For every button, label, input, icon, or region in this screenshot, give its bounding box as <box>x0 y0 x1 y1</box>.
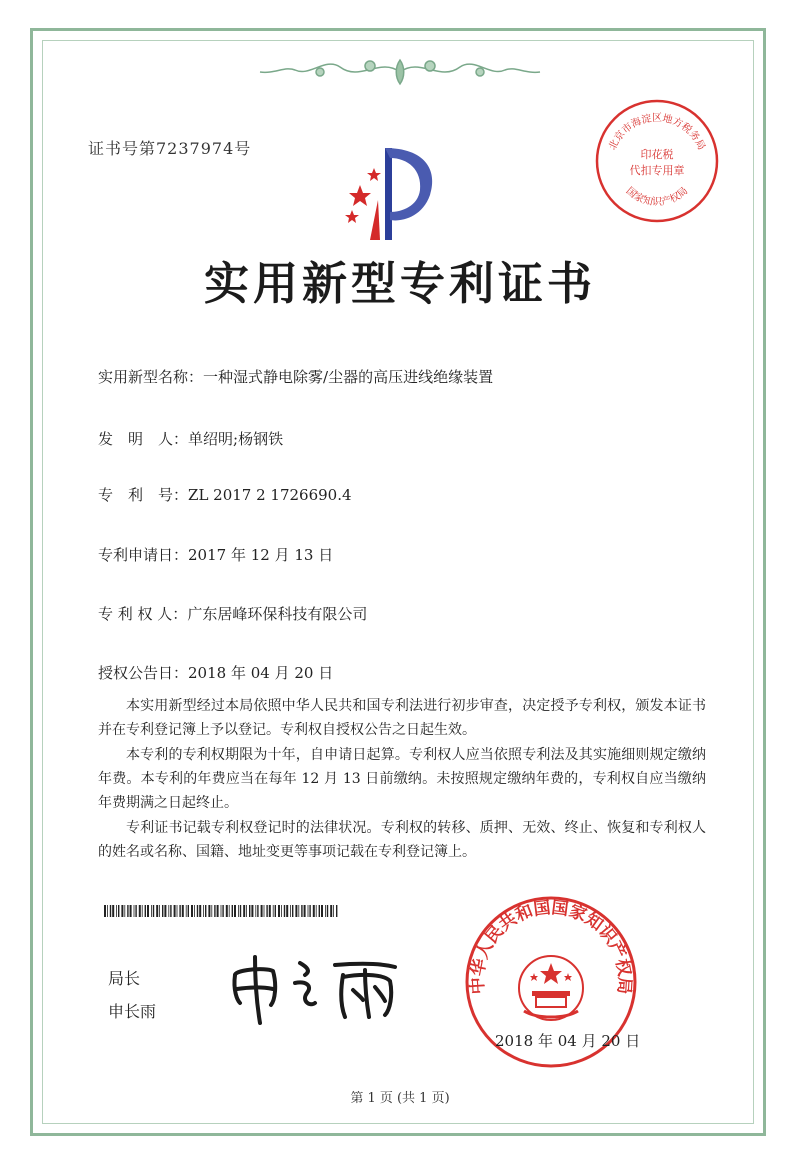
barcode-bar <box>124 905 125 917</box>
barcode-bar <box>301 905 302 917</box>
barcode-bar <box>313 905 315 917</box>
field-filing-date <box>98 544 333 565</box>
barcode-bar <box>139 905 141 917</box>
field-value: 一种湿式静电除雾/尘器的高压进线绝缘装置 <box>203 368 494 386</box>
barcode-bar <box>278 905 280 917</box>
body-paragraph: 本实用新型经过本局依照中华人民共和国专利法进行初步审查，决定授予专利权，颁发本证书并在专利登记簿上予以登记。专利权自授权公告之日起生效。 <box>98 698 706 738</box>
body-paragraph: 本专利的专利权期限为十年，自申请日起算。专利权人应当依照专利法及其实施细则规定缴纳年费。本专利的年费应当在每年 12 月 13 日前缴纳。未按照规定缴纳年费的，专利权自应当缴纳年费期满之日起终止。 <box>98 747 706 811</box>
barcode-bar <box>112 905 114 917</box>
barcode-bar <box>330 905 332 917</box>
barcode-bar <box>134 905 135 917</box>
director-name: 申长雨 <box>108 1002 157 1021</box>
certificate-number: 证书号第7237974号 <box>88 139 252 158</box>
barcode-bar <box>118 905 119 917</box>
issue-date: 2018 年 04 月 20 日 <box>495 1032 641 1050</box>
barcode-bar <box>234 905 236 917</box>
barcode-bar <box>309 905 310 917</box>
barcode-bar <box>290 905 291 917</box>
barcode-bar <box>168 905 169 917</box>
national-emblem-icon <box>519 956 583 1020</box>
barcode-bar <box>319 905 320 917</box>
barcode-bar <box>159 905 160 917</box>
barcode-bar <box>264 905 265 917</box>
body-paragraph: 专利证书记载专利权登记时的法律状况。专利权的转移、质押、无效、终止、恢复和专利权人的姓名或名称、国籍、地址变更等事项记载在专利登记簿上。 <box>98 820 706 860</box>
barcode-bar <box>246 905 247 917</box>
seal-top-arc-text: 北京市海淀区地方税务局 <box>607 113 707 152</box>
barcode-bar <box>240 905 241 917</box>
barcode-bar <box>110 905 111 917</box>
barcode-bar <box>325 905 326 917</box>
field-grant-date <box>98 662 333 683</box>
barcode-bar <box>238 905 239 917</box>
field-label: 专 利 权 人： <box>98 605 188 623</box>
barcode-bar <box>217 905 219 917</box>
barcode-bar <box>179 905 180 917</box>
field-value: 广东居峰环保科技有限公司 <box>187 605 368 623</box>
field-label: 实用新型名称： <box>98 368 204 386</box>
barcode-bar <box>243 905 245 917</box>
barcode-bar <box>142 905 143 917</box>
barcode-bar <box>327 905 328 917</box>
seal-top-bottom-arc: 国家知识产权局 <box>623 185 691 209</box>
barcode-bar <box>182 905 184 917</box>
barcode-bar <box>174 905 176 917</box>
barcode-bar <box>170 905 171 917</box>
tax-stamp-seal <box>592 96 722 226</box>
barcode-bar <box>162 905 163 917</box>
barcode-bar <box>153 905 154 917</box>
barcode-bar <box>232 905 233 917</box>
barcode-bar <box>257 905 258 917</box>
barcode-bar <box>261 905 263 917</box>
barcode-bar <box>308 905 309 917</box>
barcode-bar <box>281 905 282 917</box>
field-value: 2018 年 04 月 20 日 <box>188 664 334 682</box>
barcode-bar <box>147 905 149 917</box>
barcode-bar <box>104 905 106 917</box>
field-value: 单绍明;杨钢铁 <box>188 430 284 448</box>
barcode-bar <box>292 905 293 917</box>
svg-text:中华人民共和国国家知识产权局 <box>467 898 636 995</box>
barcode-bar <box>249 905 250 917</box>
barcode-bar <box>266 905 267 917</box>
barcode-bar <box>121 905 123 917</box>
barcode <box>104 905 339 917</box>
barcode-bar <box>199 905 201 917</box>
barcode-bar <box>295 905 297 917</box>
barcode-bar <box>304 905 306 917</box>
barcode-bar <box>286 905 288 917</box>
field-label: 专利申请日： <box>98 546 189 564</box>
barcode-bar <box>208 905 210 917</box>
barcode-bar <box>275 905 276 917</box>
barcode-bar <box>222 905 223 917</box>
field-inventor <box>98 428 283 449</box>
barcode-bar <box>333 905 334 917</box>
barcode-bar <box>135 905 136 917</box>
field-label: 发 明 人： <box>98 430 189 448</box>
field-label: 授权公告日： <box>98 664 189 682</box>
barcode-bar <box>316 905 317 917</box>
barcode-bar <box>211 905 212 917</box>
barcode-bar <box>251 905 253 917</box>
barcode-bar <box>197 905 198 917</box>
patent-office-logo-icon <box>330 140 440 250</box>
director-signature <box>225 945 405 1025</box>
seal-top-line3: 代扣专用章 <box>629 164 685 177</box>
field-value: 2017 年 12 月 13 日 <box>188 546 334 564</box>
barcode-bar <box>127 905 128 917</box>
barcode-bar <box>298 905 299 917</box>
barcode-bar <box>107 905 108 917</box>
barcode-bar <box>194 905 195 917</box>
svg-text:国家知识产权局 <box>624 185 691 208</box>
director-title: 局长 <box>108 969 141 988</box>
barcode-bar <box>177 905 178 917</box>
barcode-bar <box>205 905 206 917</box>
field-value: ZL 2017 2 1726690.4 <box>188 486 352 504</box>
seal-bottom-arc-text: 中华人民共和国国家知识产权局 <box>467 897 635 995</box>
barcode-bar <box>273 905 274 917</box>
field-patentee <box>98 603 367 624</box>
barcode-bar <box>269 905 271 917</box>
barcode-bar <box>156 905 158 917</box>
barcode-bar <box>336 905 337 917</box>
svg-text:北京市海淀区地方税务局 <box>606 111 707 152</box>
field-utility-model-name <box>98 366 493 387</box>
field-label: 专 利 号： <box>98 486 189 504</box>
barcode-bar <box>255 905 256 917</box>
barcode-bar <box>226 905 228 917</box>
barcode-bar <box>151 905 152 917</box>
barcode-bar <box>214 905 215 917</box>
barcode-bar <box>284 905 285 917</box>
barcode-bar <box>130 905 132 917</box>
barcode-bar <box>321 905 323 917</box>
page-number: 第 1 页 (共 1 页) <box>350 1091 450 1106</box>
barcode-bar <box>145 905 146 917</box>
barcode-bar <box>221 905 222 917</box>
field-patent-number <box>98 484 352 505</box>
barcode-bar <box>203 905 204 917</box>
certificate-title: 实用新型专利证书 <box>203 257 596 310</box>
seal-top-line2: 印花税 <box>640 148 674 161</box>
barcode-bar <box>116 905 117 917</box>
barcode-bar <box>229 905 230 917</box>
barcode-bar <box>164 905 166 917</box>
barcode-bar <box>188 905 189 917</box>
floral-ornament <box>250 52 550 92</box>
barcode-bar <box>186 905 187 917</box>
barcode-bar <box>191 905 193 917</box>
